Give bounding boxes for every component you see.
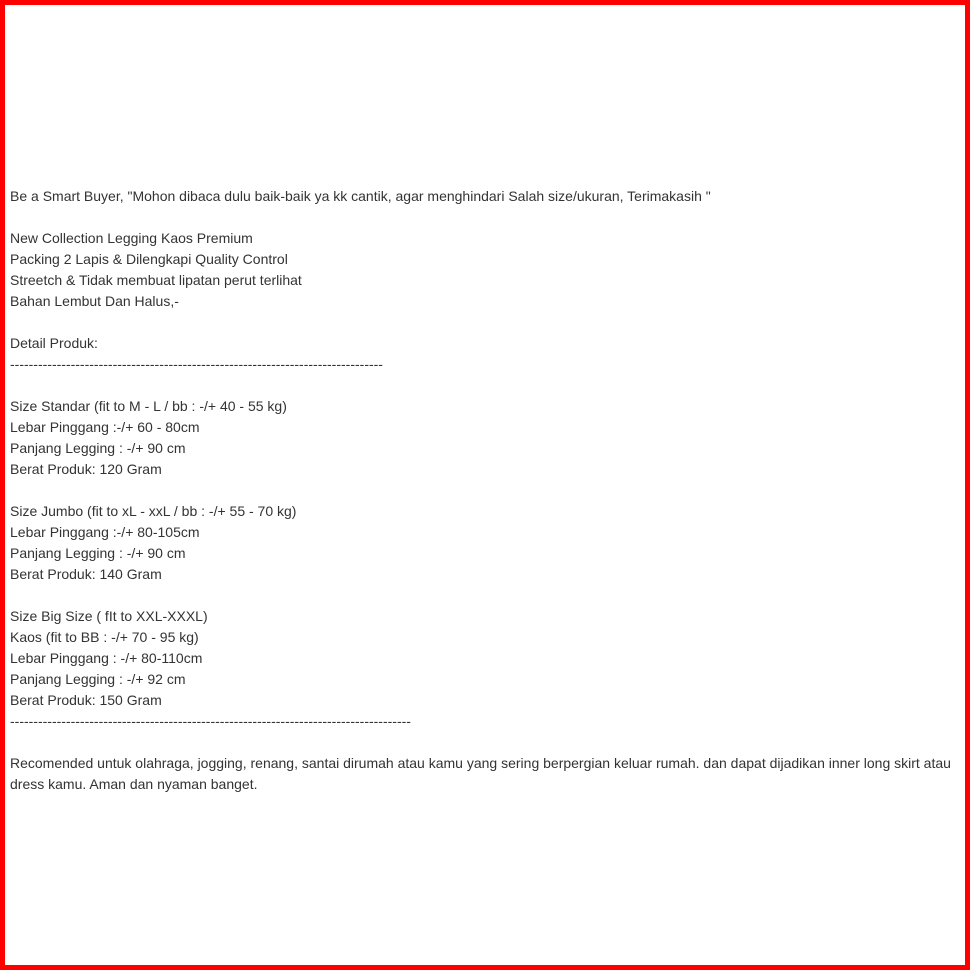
size-jumbo-title: Size Jumbo (fit to xL - xxL / bb : -/+ 55 - 70 kg) bbox=[10, 503, 297, 519]
feature-line: Packing 2 Lapis & Dilengkapi Quality Control bbox=[10, 251, 288, 267]
recommendation-text: Recomended untuk olahraga, jogging, renang, santai dirumah atau kamu yang sering berpergian keluar rumah. dan dapat dijadikan inner long skirt atau dress kamu. Aman dan nyaman banget. bbox=[10, 755, 951, 792]
size-big-title: Size Big Size ( fIt to XXL-XXXL) bbox=[10, 608, 208, 624]
size-big-length: Panjang Legging : -/+ 92 cm bbox=[10, 671, 186, 687]
intro-text: Be a Smart Buyer, "Mohon dibaca dulu baik-baik ya kk cantik, agar menghindari Salah size/ukuran, Terimakasih " bbox=[10, 188, 711, 204]
size-big-weight: Berat Produk: 150 Gram bbox=[10, 692, 162, 708]
feature-line: New Collection Legging Kaos Premium bbox=[10, 230, 253, 246]
feature-line: Bahan Lembut Dan Halus,- bbox=[10, 293, 179, 309]
size-standar-weight: Berat Produk: 120 Gram bbox=[10, 461, 162, 477]
blank-line bbox=[10, 585, 960, 606]
size-standar-length: Panjang Legging : -/+ 90 cm bbox=[10, 440, 186, 456]
blank-line bbox=[10, 480, 960, 501]
divider-bottom: -------------------------------------------------------------------------------------- bbox=[10, 713, 411, 729]
blank-line bbox=[10, 732, 960, 753]
size-jumbo-length: Panjang Legging : -/+ 90 cm bbox=[10, 545, 186, 561]
size-jumbo-weight: Berat Produk: 140 Gram bbox=[10, 566, 162, 582]
size-big-waist: Lebar Pinggang : -/+ 80-110cm bbox=[10, 650, 203, 666]
size-big-kaos: Kaos (fit to BB : -/+ 70 - 95 kg) bbox=[10, 629, 199, 645]
blank-line bbox=[10, 312, 960, 333]
size-jumbo-waist: Lebar Pinggang :-/+ 80-105cm bbox=[10, 524, 200, 540]
divider-top: -------------------------------------------------------------------------------- bbox=[10, 356, 383, 372]
blank-line bbox=[10, 375, 960, 396]
detail-heading: Detail Produk: bbox=[10, 335, 98, 351]
blank-line bbox=[10, 207, 960, 228]
size-standar-waist: Lebar Pinggang :-/+ 60 - 80cm bbox=[10, 419, 200, 435]
product-description bbox=[10, 186, 960, 795]
feature-line: Streetch & Tidak membuat lipatan perut terlihat bbox=[10, 272, 302, 288]
size-standar-title: Size Standar (fit to M - L / bb : -/+ 40 - 55 kg) bbox=[10, 398, 287, 414]
